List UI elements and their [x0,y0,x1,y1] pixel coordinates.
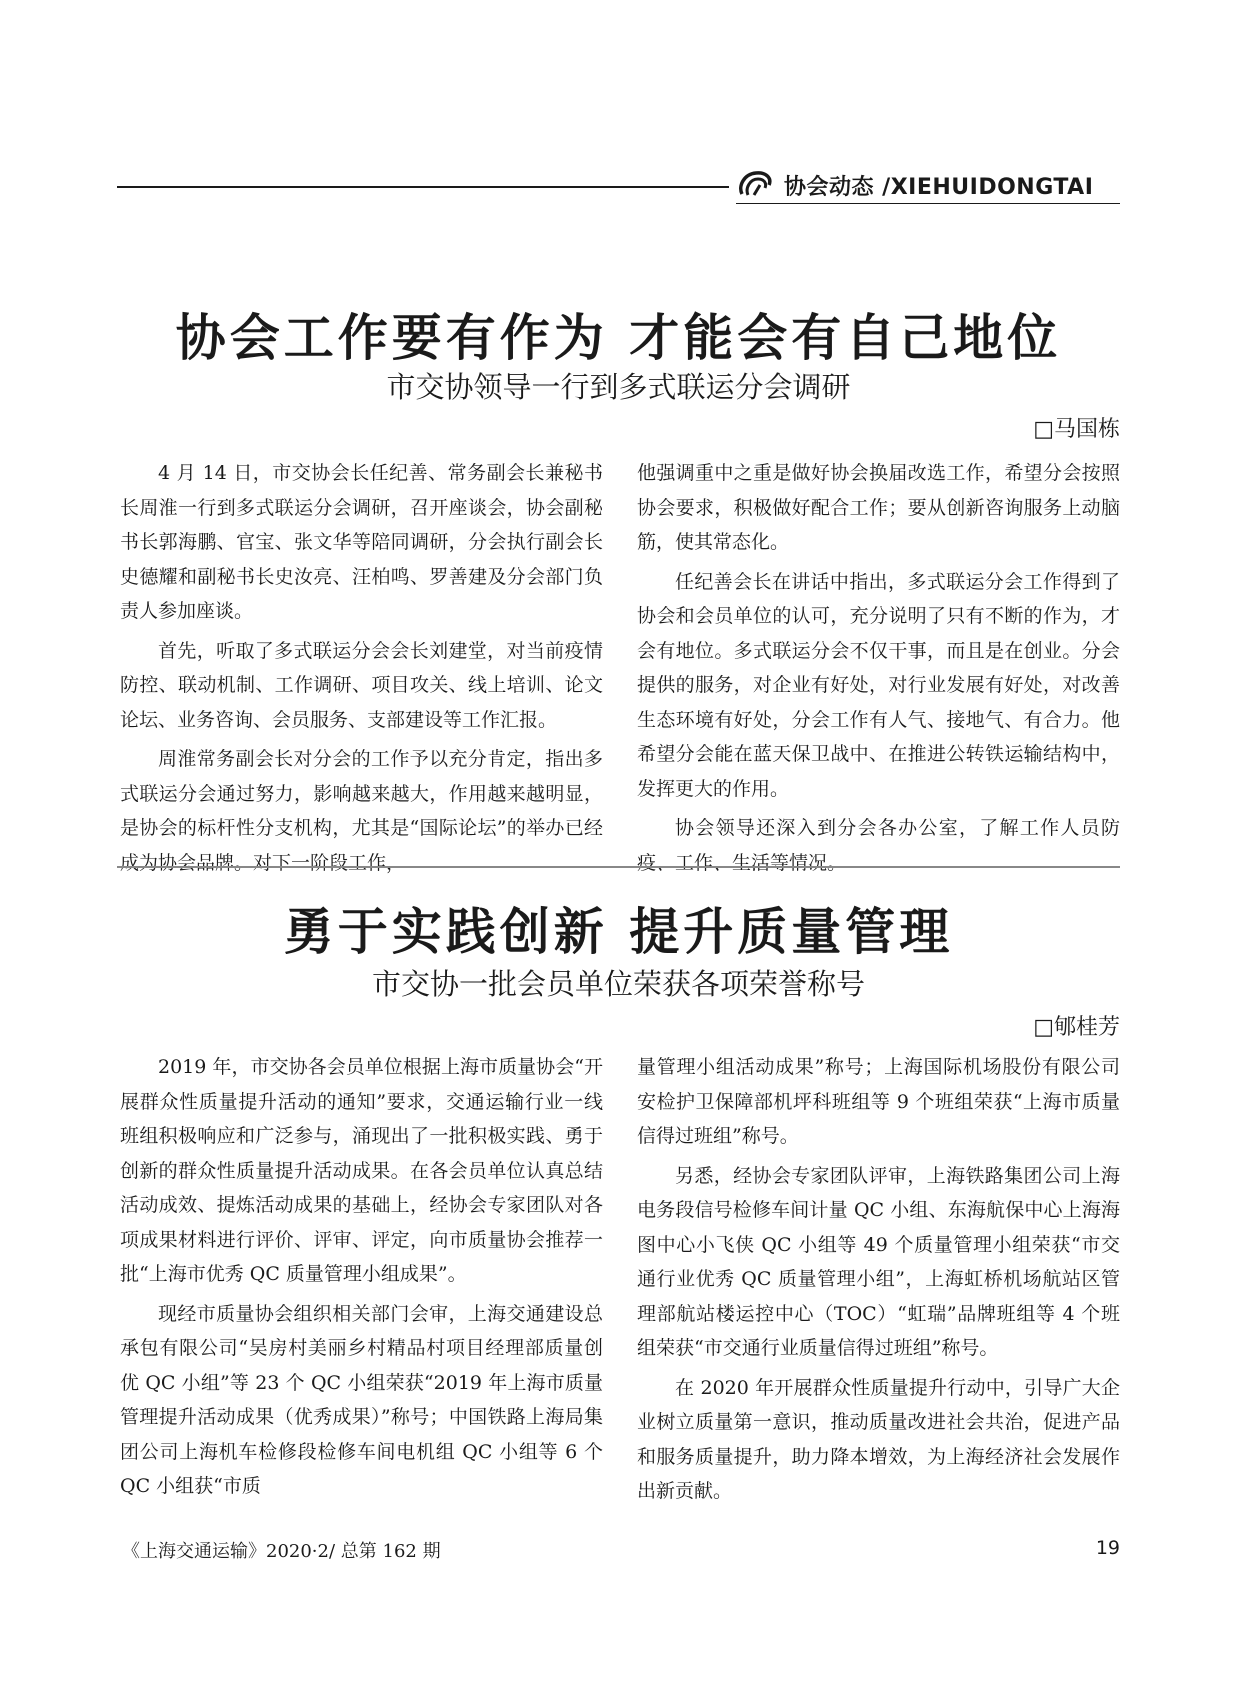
article1-byline: □马国栋 [1033,417,1120,442]
journal-footer: 《上海交通运输》2020·2/ 总第 162 期 [122,1541,441,1562]
paragraph: 任纪善会长在讲话中指出，多式联运分会工作得到了协会和会员单位的认可，充分说明了只有不断的作为，才会有地位。多式联运分会不仅干事，而且是在创业。分会提供的服务，对企业有好处，对行业发展有好处，对改善生态环境有好处，分会工作有人气、接地气、有合力。他希望分会能在蓝天保卫战中、在推进公转铁运输结构中，发挥更大的作用。 [637,570,1120,800]
paragraph: 另悉，经协会专家团队评审，上海铁路集团公司上海电务段信号检修车间计量 QC 小组、东海航保中心上海海图中心小飞侠 QC 小组等 49 个质量管理小组荣获“市交通行业优秀 QC 质量管理小组”，上海虹桥机场航站区管理部航站楼运控中心（TOC）“虹瑞”品牌班组等 4 个班组荣获“市交通行业质量信得过班组”称号。 [637,1164,1120,1359]
paragraph: 协会领导还深入到分会各办公室，了解工作人员防疫、工作、生活等情况。 [637,817,1120,874]
page-number: 19 [1095,1537,1120,1559]
article2-title: 勇于实践创新 提升质量管理 [283,902,954,961]
article2-column-right [637,1050,1120,1514]
paragraph-continued: 他强调重中之重是做好协会换届改选工作，希望分会按照协会要求，积极做好配合工作；要从创新咨询服务上动脑筋，使其常态化。 [637,462,1120,553]
article1-subtitle: 市交协领导一行到多式联运分会调研 [386,370,851,404]
article2-byline: □郇桂芳 [1033,1015,1120,1040]
article1-column-right [637,456,1120,885]
section-divider [117,866,1120,868]
paragraph: 周淮常务副会长对分会的工作予以充分肯定，指出多式联运分会通过努力，影响越来越大，作用越来越明显，是协会的标杆性分支机构，尤其是“国际论坛”的举办已经成为协会品牌。对下一阶段工作， [120,748,603,874]
paragraph: 在 2020 年开展群众性质量提升行动中，引导广大企业树立质量第一意识，推动质量改进社会共治，促进产品和服务质量提升，助力降本增效，为上海经济社会发展作出新贡献。 [637,1376,1120,1502]
paragraph: 4 月 14 日，市交协会长任纪善、常务副会长兼秘书长周淮一行到多式联运分会调研，召开座谈会，协会副秘书长郭海鹏、官宝、张文华等陪同调研，分会执行副会长史德耀和副秘书长史汝亮、汪柏鸣、罗善建及分会部门负责人参加座谈。 [120,462,603,622]
paragraph-continued: 量管理小组活动成果”称号；上海国际机场股份有限公司安检护卫保障部机坪科班组等 9 个班组荣获“上海市质量信得过班组”称号。 [637,1056,1120,1147]
article1-title: 协会工作要有作为 才能会有自己地位 [175,308,1062,367]
paragraph: 首先，听取了多式联运分会会长刘建堂，对当前疫情防控、联动机制、工作调研、项目攻关、线上培训、论文论坛、业务咨询、会员服务、支部建设等工作汇报。 [120,639,603,731]
article2-subtitle: 市交协一批会员单位荣获各项荣誉称号 [371,967,865,1001]
section-header: 协会动态 /XIEHUIDONGTAI [784,175,1094,200]
header-underline [736,203,1120,204]
paragraph: 现经市质量协会组织相关部门会审，上海交通建设总承包有限公司“吴房村美丽乡村精品村项目经理部质量创优 QC 小组”等 23 个 QC 小组荣获“2019 年上海市质量管理提升活动成果（优秀成果）”称号；中国铁路上海局集团公司上海机车检修段检修车间电机组 QC 小组等 6 个 QC 小组获“市质 [120,1302,603,1497]
paragraph: 2019 年，市交协各会员单位根据上海市质量协会“开展群众性质量提升活动的通知”要求，交通运输行业一线班组积极响应和广泛参与，涌现出了一批积极实践、勇于创新的群众性质量提升活动成果。在各会员单位认真总结活动成效、提炼活动成果的基础上，经协会专家团队对各项成果材料进行评价、评审、评定，向市质量协会推荐一批“上海市优秀 QC 质量管理小组成果”。 [120,1056,603,1285]
article1-column-left [120,456,603,885]
header-rule [117,186,729,188]
journal-logo-icon [736,168,776,200]
article2-column-left [120,1050,603,1509]
